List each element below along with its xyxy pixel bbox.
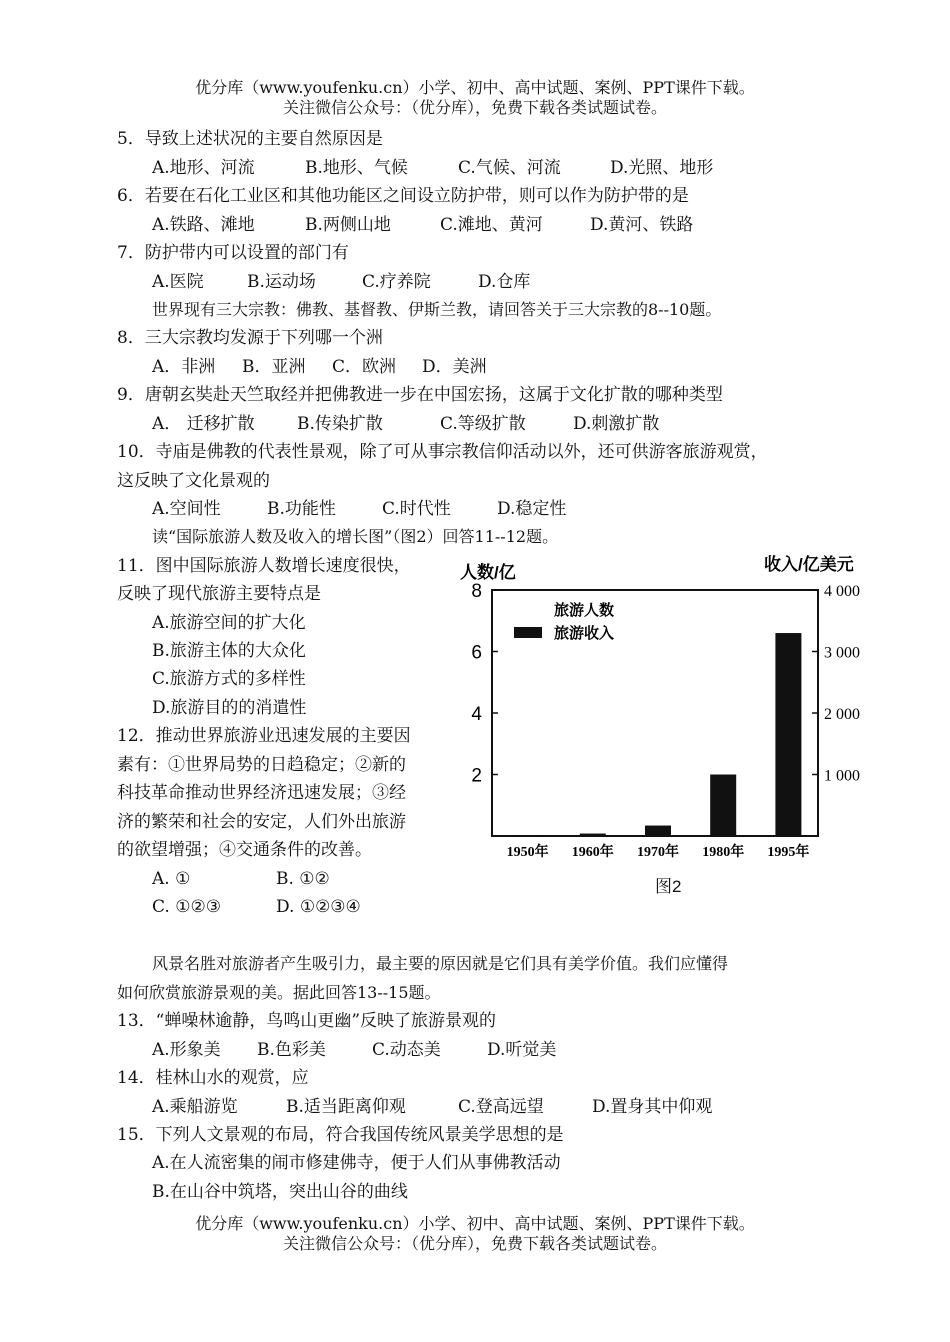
- q7-option-d: D.仓库: [478, 272, 531, 292]
- q13-option-b: B.色彩美: [257, 1040, 326, 1060]
- q13-option-d: D.听觉美: [487, 1040, 557, 1060]
- q15-option-b: B.在山谷中筑塔，突出山谷的曲线: [152, 1182, 408, 1202]
- bar-1960年: [580, 834, 606, 836]
- q10-stem-line-1: 10．寺庙是佛教的代表性景观，除了可从事宗教信仰活动以外，还可供游客旅游观赏，: [117, 442, 768, 462]
- bar-1950年: [515, 835, 541, 836]
- bar-series: [515, 633, 802, 836]
- header-line-1: 优分库（www.youfenku.cn）小学、初中、高中试题、案例、PPT课件下载。: [195, 78, 755, 97]
- x-label-1: 1960年: [571, 845, 614, 860]
- x-label-3: 1980年: [702, 845, 745, 860]
- q8-option-a: A．非洲: [152, 357, 216, 377]
- left-axis-ticks: [471, 581, 498, 787]
- q8-stem: 8．三大宗教均发源于下列哪一个洲: [117, 328, 383, 348]
- right-tick-label-3: 4 000: [824, 583, 860, 600]
- right-axis-label: 收入/亿美元: [764, 555, 854, 574]
- q5-option-d: D.光照、地形: [610, 158, 714, 178]
- q11-stem-line-1: 11．图中国际旅游人数增长速度很快，: [117, 556, 411, 576]
- q9-stem: 9．唐朝玄奘赴天竺取经并把佛教进一步在中国宏扬，这属于文化扩散的哪种类型: [117, 385, 723, 405]
- q10-option-a: A.空间性: [152, 499, 221, 519]
- q13-stem: 13．“蝉噪林逾静，鸟鸣山更幽”反映了旅游景观的: [117, 1011, 497, 1031]
- bar-1980年: [710, 775, 736, 837]
- q7-stem: 7．防护带内可以设置的部门有: [117, 243, 349, 263]
- footer-line-2: 关注微信公众号：（优分库），免费下载各类试题试卷。: [282, 1234, 667, 1253]
- q13-option-c: C.动态美: [372, 1040, 441, 1060]
- q13-option-a: A.形象美: [152, 1040, 221, 1060]
- q14-option-a: A.乘船游览: [152, 1097, 238, 1117]
- left-tick-label-1: 4: [471, 704, 482, 725]
- q5-option-a: A.地形、河流: [152, 158, 255, 178]
- q9-option-a: A． 迁移扩散: [152, 414, 255, 434]
- q12-line-3: 科技革命推动世界经济迅速发展；③经: [117, 783, 406, 803]
- q7-option-b: B.运动场: [247, 272, 316, 292]
- q11-option-d: D.旅游目的的消遣性: [152, 698, 307, 718]
- right-tick-label-1: 2 000: [824, 706, 860, 723]
- x-axis-labels: [507, 843, 810, 860]
- intro-13-15-line-1: 风景名胜对旅游者产生吸引力，最主要的原因就是它们具有美学价值。我们应懂得: [152, 954, 729, 973]
- q11-option-c: C.旅游方式的多样性: [152, 669, 306, 689]
- intro-13-15-line-2: 如何欣赏旅游景观的美。据此回答13--15题。: [117, 983, 441, 1002]
- q6-option-c: C.滩地、黄河: [440, 215, 543, 235]
- q11-option-b: B.旅游主体的大众化: [152, 641, 306, 661]
- q14-stem: 14．桂林山水的观赏，应: [117, 1068, 309, 1088]
- right-tick-label-2: 3 000: [824, 644, 860, 662]
- legend-income-swatch: [514, 627, 542, 638]
- left-tick-label-2: 6: [471, 642, 482, 664]
- right-tick-label-0: 1 000: [824, 767, 860, 785]
- header-line-2: 关注微信公众号：（优分库），免费下载各类试题试卷。: [282, 98, 667, 117]
- x-label-2: 1970年: [637, 845, 679, 860]
- q10-stem-line-2: 这反映了文化景观的: [117, 471, 270, 491]
- left-tick-label-0: 2: [471, 765, 482, 787]
- q10-option-c: C.时代性: [382, 499, 451, 519]
- q12-option-b: B. ①②: [276, 869, 330, 889]
- intro-11-12: 读“国际旅游人数及收入的增长图”（图2）回答11--12题。: [152, 527, 559, 546]
- q11-stem-line-2: 反映了现代旅游主要特点是: [117, 584, 321, 604]
- q6-option-b: B.两侧山地: [305, 215, 391, 235]
- tourism-growth-chart: [452, 550, 882, 870]
- intro-8-10: 世界现有三大宗教：佛教、基督教、伊斯兰教，请回答关于三大宗教的8--10题。: [152, 300, 722, 319]
- q6-stem: 6．若要在石化工业区和其他功能区之间设立防护带，则可以作为防护带的是: [117, 186, 689, 206]
- q11-option-a: A.旅游空间的扩大化: [152, 613, 306, 633]
- q14-option-b: B.适当距离仰观: [286, 1097, 406, 1117]
- q9-option-b: B.传染扩散: [297, 414, 383, 434]
- q6-option-a: A.铁路、滩地: [152, 215, 255, 235]
- q12-option-d: D. ①②③④: [276, 897, 361, 917]
- legend-income: 旅游收入: [554, 625, 615, 642]
- q15-option-a: A.在人流密集的闹市修建佛寺，便于人们从事佛教活动: [152, 1153, 561, 1173]
- q12-option-c: C. ①②③: [152, 897, 221, 917]
- bar-1995年: [775, 633, 801, 836]
- q5-option-c: C.气候、河流: [458, 158, 561, 178]
- q10-option-d: D.稳定性: [497, 499, 567, 519]
- x-label-4: 1995年: [767, 845, 810, 860]
- q12-line-1: 12．推动世界旅游业迅速发展的主要因: [117, 726, 411, 746]
- q9-option-c: C.等级扩散: [440, 414, 526, 434]
- q8-option-c: C．欧洲: [332, 357, 397, 377]
- q12-line-4: 济的繁荣和社会的安定，人们外出旅游: [117, 812, 406, 832]
- q14-option-d: D.置身其中仰观: [592, 1097, 713, 1117]
- left-axis-label: 人数/亿: [460, 563, 516, 582]
- q15-stem: 15．下列人文景观的布局，符合我国传统风景美学思想的是: [117, 1125, 564, 1145]
- q5-option-b: B.地形、气候: [305, 158, 408, 178]
- q7-option-a: A.医院: [152, 272, 204, 292]
- figure-caption: 图2: [655, 877, 682, 896]
- q8-option-d: D．美洲: [422, 357, 487, 377]
- x-label-0: 1950年: [506, 845, 549, 860]
- q7-option-c: C.疗养院: [362, 272, 431, 292]
- q10-option-b: B.功能性: [267, 499, 336, 519]
- q12-option-a: A. ①: [152, 869, 191, 889]
- q14-option-c: C.登高远望: [458, 1097, 544, 1117]
- right-axis-ticks: [812, 583, 860, 785]
- q6-option-d: D.黄河、铁路: [590, 215, 694, 235]
- q12-line-2: 素有：①世界局势的日趋稳定；②新的: [117, 755, 406, 775]
- q8-option-b: B．亚洲: [242, 357, 306, 377]
- legend-tourists: 旅游人数: [554, 602, 615, 619]
- bar-1970年: [645, 826, 671, 836]
- left-tick-label-3: 8: [471, 581, 482, 602]
- plot-frame: [492, 590, 818, 836]
- footer-line-1: 优分库（www.youfenku.cn）小学、初中、高中试题、案例、PPT课件下载。: [195, 1214, 755, 1233]
- q12-line-5: 的欲望增强；④交通条件的改善。: [117, 840, 372, 860]
- q9-option-d: D.刺激扩散: [573, 414, 660, 434]
- q5-stem: 5．导致上述状况的主要自然原因是: [117, 129, 383, 149]
